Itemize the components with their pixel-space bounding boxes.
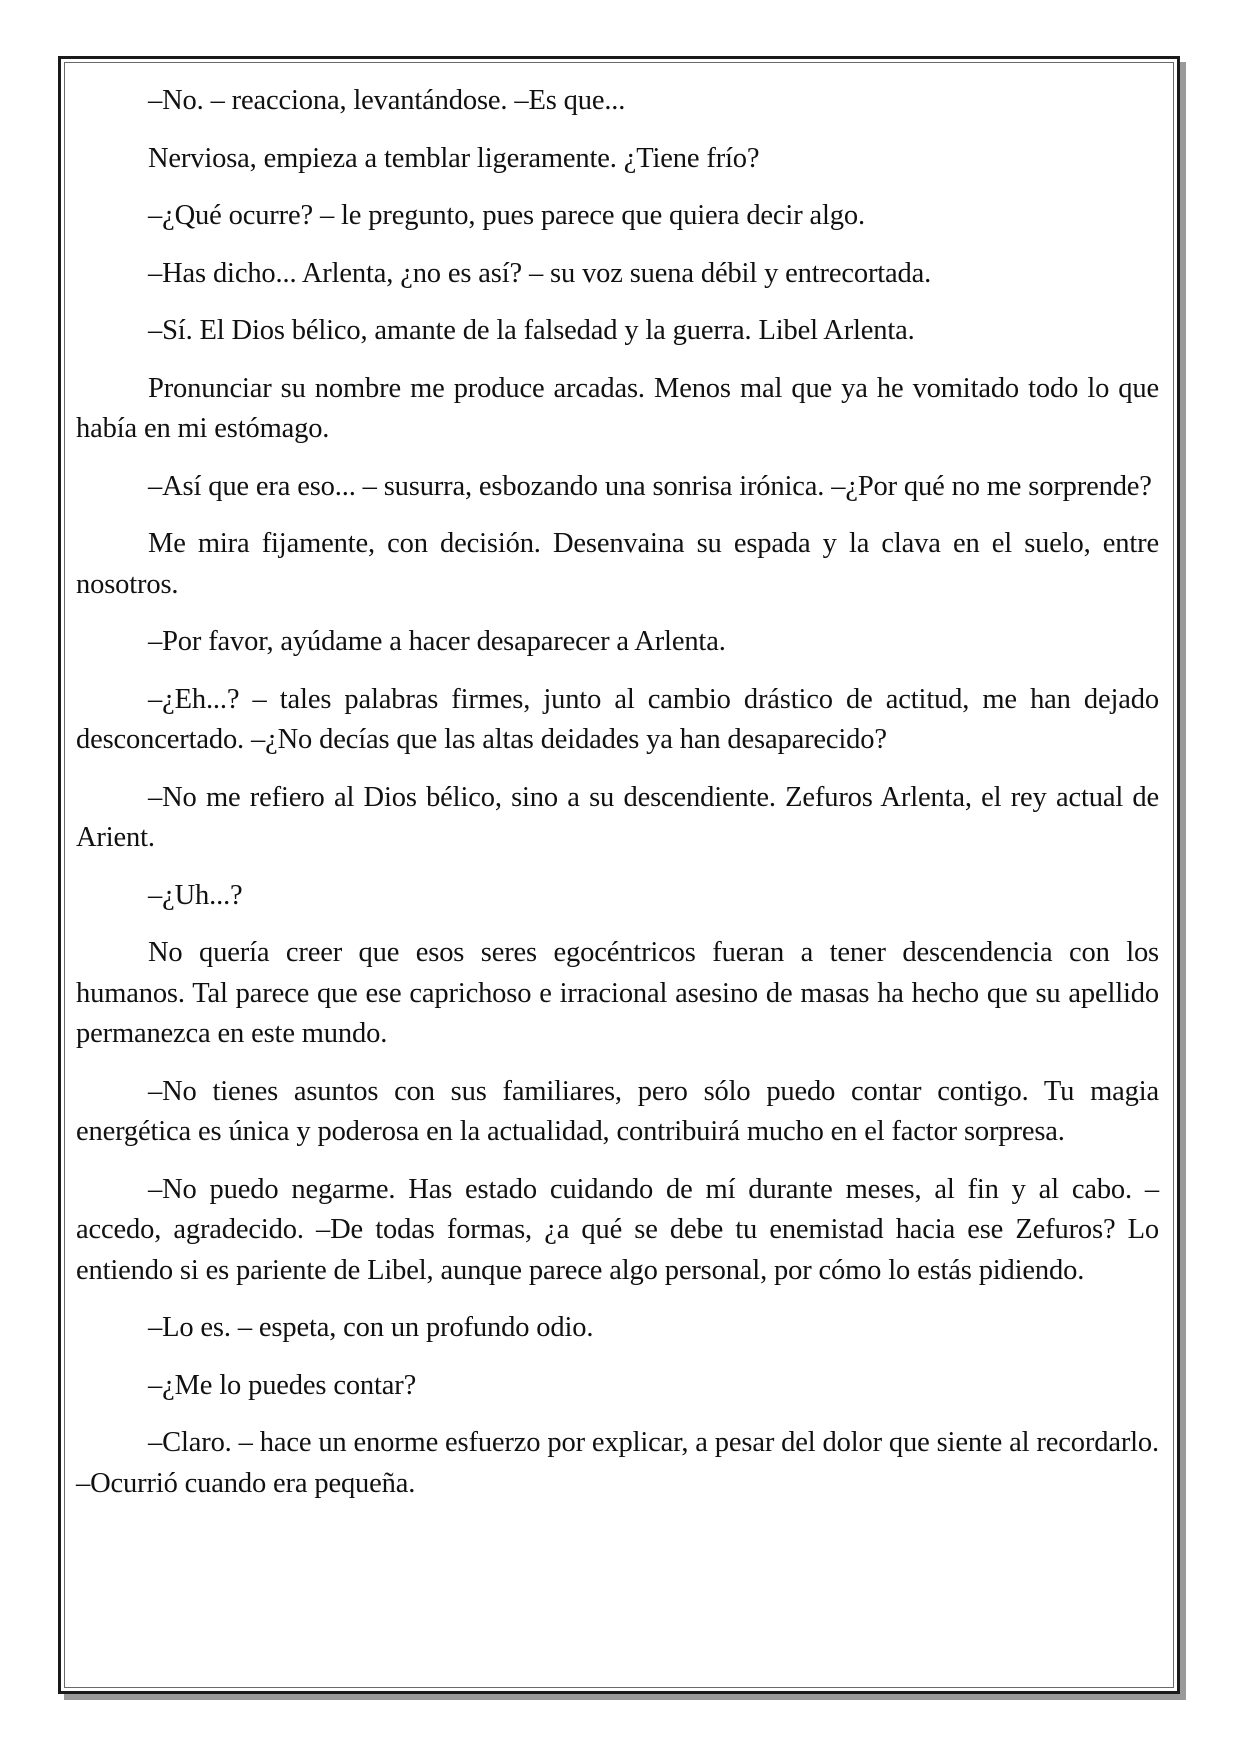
- paragraph: –No. – reacciona, levantándose. –Es que...: [148, 85, 626, 116]
- paragraph: No quería creer que esos seres egocéntricos fueran a tener descendencia con los humanos. Tal parece que ese caprichoso e irracional asesino de masas ha hecho que su apellido permanezca en este mundo.: [76, 937, 1159, 1049]
- page-frame: [58, 56, 1180, 1694]
- paragraph: –¿Uh...?: [148, 879, 243, 911]
- paragraph: Pronunciar su nombre me produce arcadas. Menos mal que ya he vomitado todo lo que había en mi estómago.: [76, 372, 1159, 444]
- paragraph: –Lo es. – espeta, con un profundo odio.: [148, 1312, 594, 1343]
- paragraph: –Sí. El Dios bélico, amante de la falsedad y la guerra. Libel Arlenta.: [148, 315, 915, 346]
- paragraph: Nerviosa, empieza a temblar ligeramente. ¿Tiene frío?: [148, 142, 760, 174]
- paragraph: –¿Qué ocurre? – le pregunto, pues parece que quiera decir algo.: [148, 200, 865, 231]
- paragraph: –No me refiero al Dios bélico, sino a su descendiente. Zefuros Arlenta, el rey actual de Arient.: [76, 781, 1159, 853]
- paragraph: Me mira fijamente, con decisión. Desenvaina su espada y la clava en el suelo, entre nosotros.: [76, 528, 1159, 600]
- paragraph: –No puedo negarme. Has estado cuidando de mí durante meses, al fin y al cabo. – accedo, agradecido. –De todas formas, ¿a qué se debe tu enemistad hacia ese Zefuros? Lo entiendo si es pariente de Libel, aunque parece algo personal, por cómo lo estás pidiendo.: [76, 1173, 1159, 1286]
- story-text: [76, 81, 1159, 1521]
- paragraph: –Has dicho... Arlenta, ¿no es así? – su voz suena débil y entrecortada.: [148, 257, 932, 289]
- paragraph: –Por favor, ayúdame a hacer desaparecer a Arlenta.: [148, 626, 726, 657]
- paragraph: –Claro. – hace un enorme esfuerzo por explicar, a pesar del dolor que siente al recordarlo. –Ocurrió cuando era pequeña.: [76, 1427, 1159, 1499]
- paragraph: –¿Eh...? – tales palabras firmes, junto al cambio drástico de actitud, me han dejado desconcertado. –¿No decías que las altas deidades ya han desaparecido?: [76, 683, 1159, 755]
- paragraph: –Así que era eso... – susurra, esbozando una sonrisa irónica. –¿Por qué no me sorprende?: [148, 470, 1152, 502]
- paragraph: –No tienes asuntos con sus familiares, pero sólo puedo contar contigo. Tu magia energética es única y poderosa en la actualidad, contribuirá mucho en el factor sorpresa.: [76, 1075, 1159, 1147]
- paragraph: –¿Me lo puedes contar?: [148, 1369, 417, 1401]
